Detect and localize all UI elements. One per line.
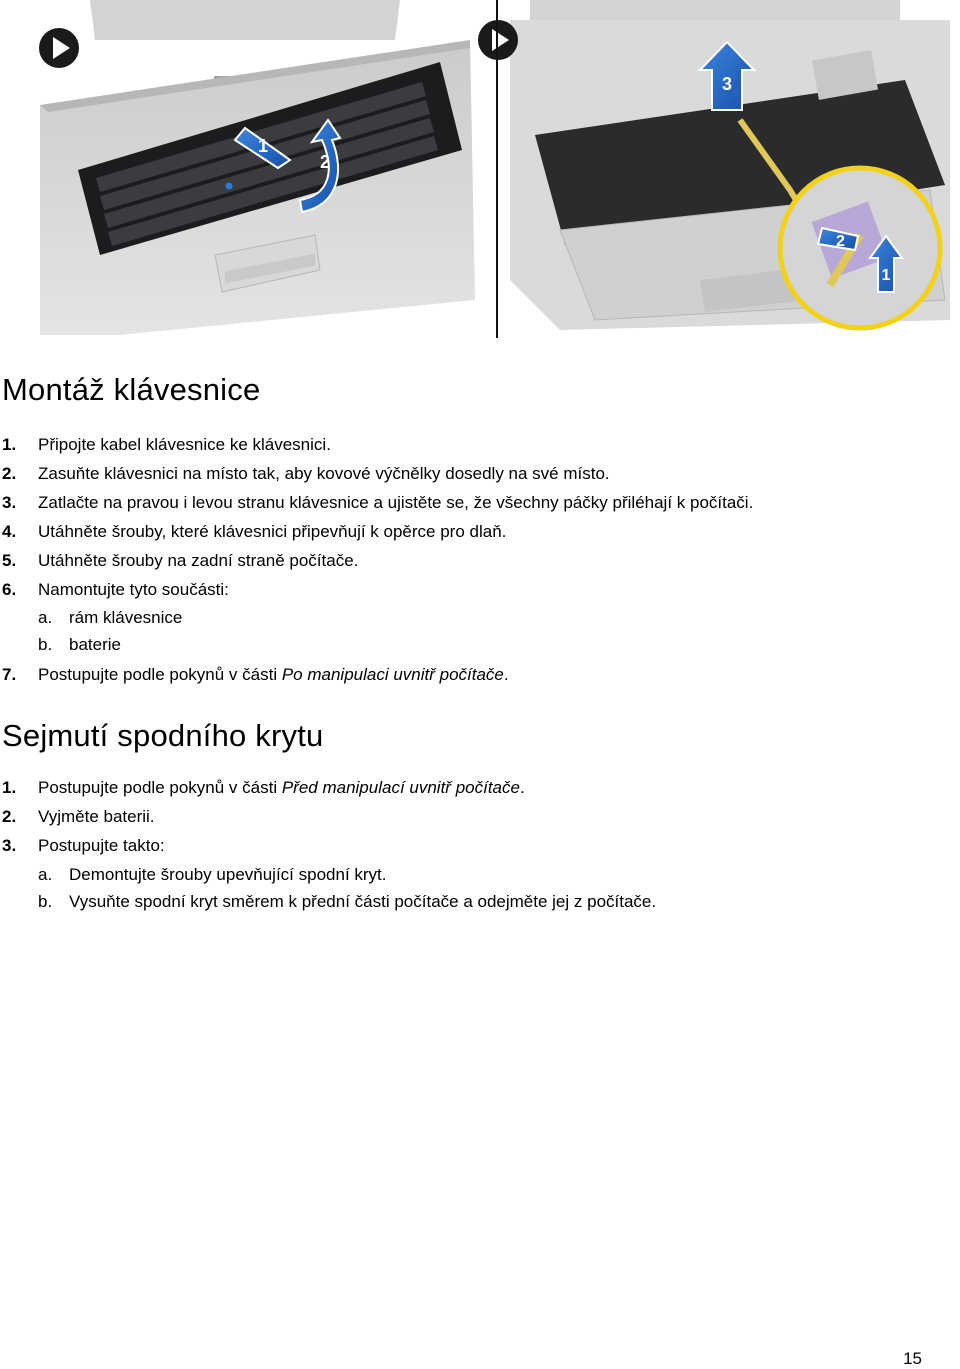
left-laptop-image bbox=[39, 0, 475, 335]
figure-divider bbox=[496, 0, 498, 338]
svg-text:1: 1 bbox=[881, 267, 891, 284]
step-7-text: Postupujte podle pokynů v části Po manipulaci uvnitř počítače. bbox=[38, 665, 509, 684]
section-title-bottom-cover-removal: Sejmutí spodního krytu bbox=[2, 718, 324, 753]
svg-text:2: 2 bbox=[836, 233, 845, 250]
keyboard-illustration bbox=[0, 0, 960, 340]
reference-link[interactable]: Před manipulací uvnitř počítače bbox=[281, 778, 520, 797]
play-icon bbox=[39, 28, 79, 68]
play-icon bbox=[478, 20, 518, 60]
reference-link[interactable]: Po manipulaci uvnitř počítače bbox=[281, 665, 504, 684]
page-number: 15 bbox=[903, 1349, 922, 1368]
svg-text:3: 3 bbox=[721, 74, 733, 94]
svg-text:2: 2 bbox=[320, 152, 331, 172]
svg-text:1: 1 bbox=[258, 136, 269, 156]
illustration bbox=[0, 0, 960, 340]
pointing-stick bbox=[226, 183, 233, 190]
section-title-keyboard-install: Montáž klávesnice bbox=[2, 372, 261, 407]
step-1-text: Postupujte podle pokynů v části Před manipulací uvnitř počítače. bbox=[38, 778, 525, 797]
right-laptop-image bbox=[478, 0, 950, 330]
callout-circle bbox=[780, 168, 940, 328]
